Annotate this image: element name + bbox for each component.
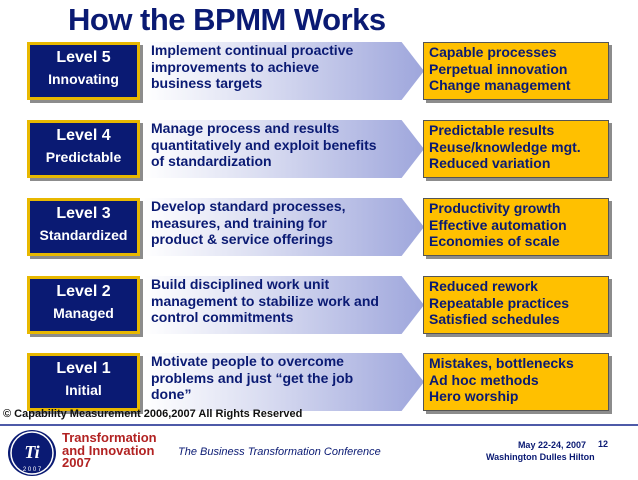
level-name: Level 5 xyxy=(56,49,111,66)
level-description xyxy=(151,120,421,170)
level-results xyxy=(423,42,609,100)
description-line: done” xyxy=(151,386,192,402)
level-box xyxy=(27,276,140,334)
event-date: May 22-24, 2007 xyxy=(517,440,586,450)
level-results xyxy=(423,198,609,256)
footer-bar xyxy=(0,424,638,480)
description-line: Develop standard processes, xyxy=(151,198,346,214)
result-line: Change management xyxy=(429,77,571,93)
page-number: 12 xyxy=(598,439,609,449)
logo-line: 2007 xyxy=(62,455,91,470)
description-line: management to stabilize work and xyxy=(151,292,379,309)
description-line: of standardization xyxy=(151,153,272,169)
level-row-3 xyxy=(0,198,638,260)
page-title: How the BPMM Works xyxy=(68,2,386,37)
level-description xyxy=(151,42,421,92)
level-label: Managed xyxy=(53,305,114,321)
level-row-1 xyxy=(0,353,638,415)
event-venue: Washington Dulles Hilton xyxy=(486,452,595,462)
level-box xyxy=(27,120,140,178)
result-line: Hero worship xyxy=(429,388,519,404)
result-line: Reuse/knowledge mgt. xyxy=(429,138,581,155)
result-line: Reduced rework xyxy=(429,278,538,294)
level-name: Level 2 xyxy=(56,283,111,300)
logo-mark: Ti xyxy=(24,442,40,462)
logo-line: and Innovation xyxy=(62,442,155,458)
level-description xyxy=(151,353,421,403)
description-line: quantitatively and exploit benefits xyxy=(151,136,377,153)
description-line: business targets xyxy=(151,75,263,91)
result-line: Repeatable practices xyxy=(429,294,570,311)
level-label: Predictable xyxy=(45,149,122,165)
result-line: Productivity growth xyxy=(429,200,561,216)
result-line: Economies of scale xyxy=(429,233,560,249)
level-row-5 xyxy=(0,42,638,104)
result-line: Ad hoc methods xyxy=(429,371,539,388)
description-line: improvements to achieve xyxy=(151,58,320,75)
result-line: Capable processes xyxy=(429,44,557,60)
level-label: Standardized xyxy=(39,227,128,243)
level-box xyxy=(27,198,140,256)
copyright-notice: © Capability Measurement 2006,2007 All Rights Reserved xyxy=(3,408,303,420)
level-description xyxy=(151,198,421,248)
conference-name: The Business Transformation Conference xyxy=(178,446,381,458)
level-box xyxy=(27,353,140,411)
description-line: Implement continual proactive xyxy=(151,42,354,58)
description-line: problems and just “get the job xyxy=(151,369,354,386)
logo-line: Transformation xyxy=(62,430,157,445)
conference-logo-text xyxy=(62,432,157,470)
result-line: Mistakes, bottlenecks xyxy=(429,355,574,371)
level-box xyxy=(27,42,140,100)
level-row-4 xyxy=(0,120,638,182)
level-name: Level 1 xyxy=(56,360,111,377)
description-line: Motivate people to overcome xyxy=(151,353,344,369)
result-line: Satisfied schedules xyxy=(429,311,560,327)
result-line: Effective automation xyxy=(429,216,567,233)
description-line: measures, and training for xyxy=(151,214,327,231)
level-results xyxy=(423,353,609,411)
level-label: Initial xyxy=(65,382,102,398)
result-line: Perpetual innovation xyxy=(429,60,568,77)
event-info xyxy=(486,439,595,463)
level-name: Level 3 xyxy=(56,205,111,222)
result-line: Reduced variation xyxy=(429,155,551,171)
description-line: control commitments xyxy=(151,309,294,325)
description-line: product & service offerings xyxy=(151,231,334,247)
result-line: Predictable results xyxy=(429,122,555,138)
level-description xyxy=(151,276,421,326)
level-name: Level 4 xyxy=(56,127,111,144)
conference-logo-icon xyxy=(8,430,56,476)
description-line: Manage process and results xyxy=(151,120,340,136)
logo-ring-text: 2 0 0 7 xyxy=(22,467,42,473)
level-label: Innovating xyxy=(48,71,119,87)
level-results xyxy=(423,120,609,178)
level-results xyxy=(423,276,609,334)
level-row-2 xyxy=(0,276,638,338)
description-line: Build disciplined work unit xyxy=(151,276,330,292)
